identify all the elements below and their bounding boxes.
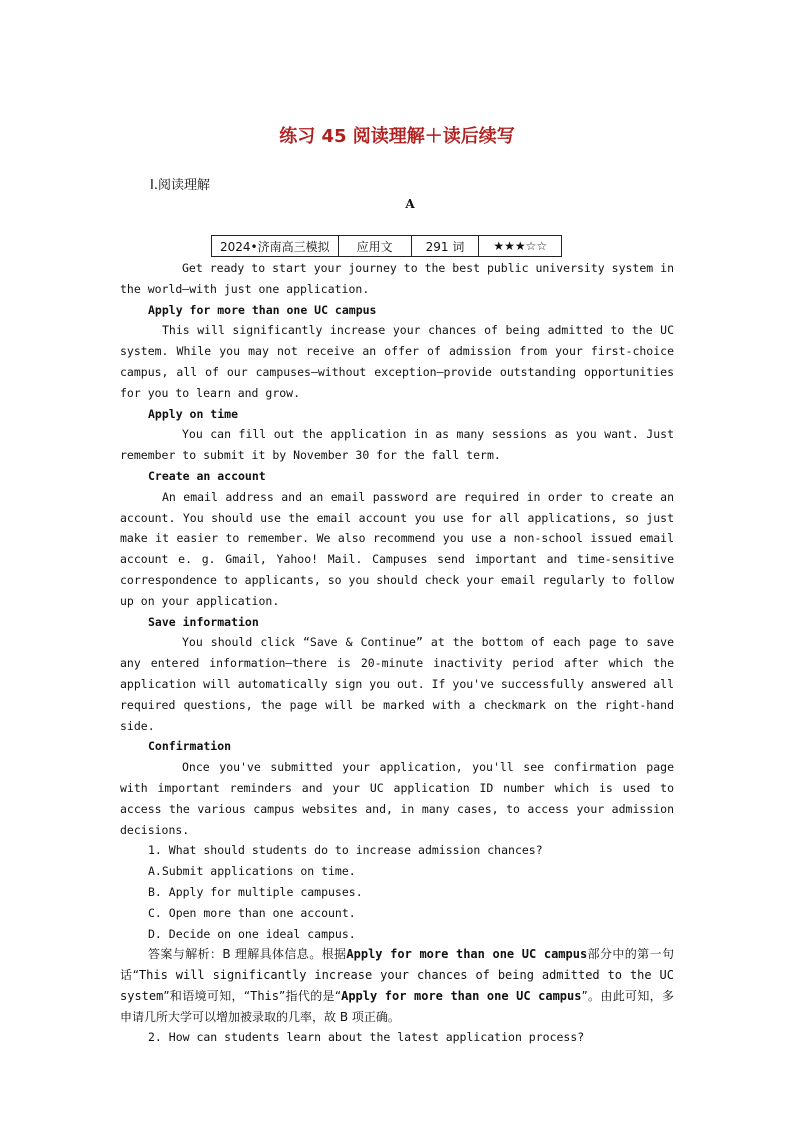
passage-intro: Get ready to start your journey to the best public university system in the world—with just one application.: [120, 261, 674, 296]
answer-bold-ref: Apply for more than one UC campus: [346, 947, 588, 962]
passage-info-table: [211, 235, 562, 257]
section-text-create-account: An email address and an email password are required in order to create an account. You should use the email account you use for all applications, so just make it easier to remember. We also recommend you use a non-school issued email account e. g. Gmail, Yahoo! Mail. Campuses send important and time-sensitive correspondence to applicants, so you should check your email regularly to follow up on your application.: [120, 489, 674, 608]
answer-quote: This will significantly increase your chances of being admitted to the UC system: [120, 968, 674, 1003]
question-1-option-c: C. Open more than one account.: [148, 905, 356, 920]
answer-bold-ref: Apply for more than one UC campus: [341, 988, 582, 1003]
section-text-save-information: You should click “Save & Continue” at the bottom of each page to save any entered information—there is 20-minute inactivity period after which the application will automatically sign you out. If you've successfully answered all required questions, the page will be marked with a checkmark on the right-hand side.: [120, 635, 674, 733]
answer-text: ”。由此可知，多申请几所大学可以增加被录取的几率，故 B 项正确。: [120, 988, 675, 1024]
word-count-cell: 291 词: [411, 236, 479, 257]
section-heading-apply-multiple: Apply for more than one UC campus: [148, 302, 377, 317]
difficulty-cell: ★★★☆☆: [479, 236, 562, 257]
answer-explanation-1: [120, 944, 674, 1027]
answer-text: 部分中的第一句话“: [120, 947, 674, 983]
question-1-stem: 1. What should students do to increase admission chances?: [148, 843, 543, 858]
passage-info-row: [212, 236, 562, 257]
section-heading: Ⅰ.阅读理解: [150, 178, 210, 193]
section-heading-confirmation: Confirmation: [148, 739, 232, 754]
answer-text: ”和语境可知，“: [163, 988, 251, 1003]
passage-letter: A: [405, 197, 415, 211]
section-text-apply-on-time: You can fill out the application in as many sessions as you want. Just remember to submit it by November 30 for the fall term.: [120, 427, 674, 463]
question-1-option-b: B. Apply for multiple campuses.: [148, 884, 363, 899]
answer-text: 答案与解析：B 理解具体信息。根据: [148, 947, 347, 962]
passage-body: [120, 258, 674, 1048]
page-title: 练习 45 阅读理解＋读后续写: [279, 126, 515, 147]
section-text-apply-multiple: This will significantly increase your chances of being admitted to the UC system. While you may not receive an offer of admission from your first-choice campus, all of our campuses—without exception—provide outstanding opportunities for you to learn and grow.: [120, 323, 674, 400]
question-1-option-d: D. Decide on one ideal campus.: [148, 926, 356, 941]
section-heading-apply-on-time: Apply on time: [148, 406, 239, 421]
source-cell: 2024•济南高三模拟: [212, 236, 339, 257]
answer-this: This: [250, 988, 280, 1003]
section-heading-create-account: Create an account: [148, 468, 266, 483]
section-text-confirmation: Once you've submitted your application, you'll see confirmation page with important reminders and your UC application ID number which is used to access the various campus websites and, in many cases, to access your admission decisions.: [120, 760, 674, 837]
section-heading-save-information: Save information: [148, 614, 259, 629]
answer-text: ”指代的是“: [279, 988, 342, 1003]
question-2-stem: 2. How can students learn about the latest application process?: [148, 1030, 585, 1045]
genre-cell: 应用文: [338, 236, 411, 257]
question-1-option-a: A.Submit applications on time.: [148, 864, 356, 879]
